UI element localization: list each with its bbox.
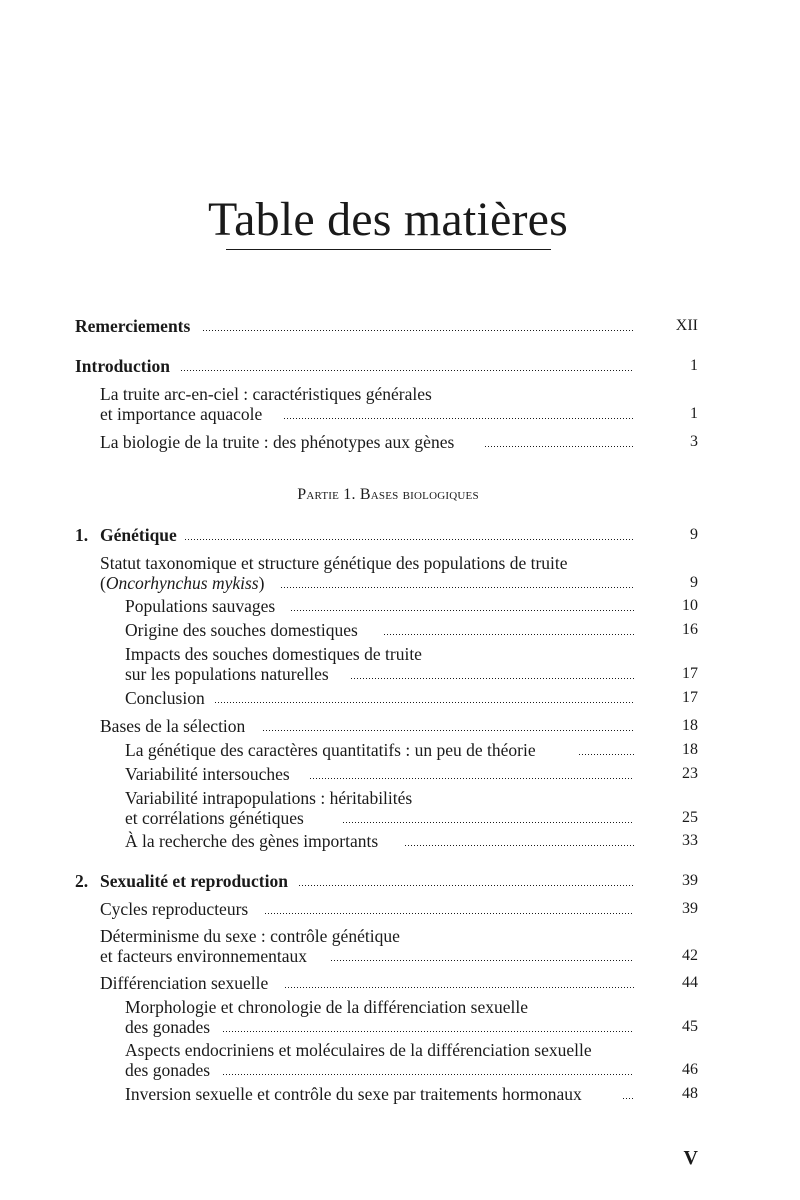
toc-label: Impacts des souches domestiques de truite [125, 644, 422, 664]
toc-entry-determinisme-sexe[interactable] [0, 926, 800, 966]
toc-page-number: 17 [682, 689, 698, 706]
toc-label: Variabilité intersouches [125, 764, 290, 784]
dot-leader [342, 808, 634, 828]
toc-label: Origine des souches domestiques [125, 620, 358, 640]
toc-entry-recherche-genes[interactable] [0, 831, 800, 851]
dot-leader [484, 432, 634, 452]
toc-entry-chapter-1[interactable] [0, 525, 800, 545]
toc-entry-chapter-2[interactable] [0, 871, 800, 891]
toc-page-number: 39 [682, 872, 698, 889]
toc-page-number: 48 [682, 1085, 698, 1102]
close-parenthesis: ) [258, 573, 265, 593]
dot-leader [330, 946, 634, 966]
toc-entry-introduction[interactable] [0, 356, 800, 376]
toc-page-number: 46 [682, 1061, 698, 1078]
dot-leader [622, 1084, 634, 1104]
toc-page-number: 42 [682, 947, 698, 964]
toc-label-continued: et facteurs environnementaux [100, 946, 307, 966]
dot-leader [283, 404, 634, 424]
toc-page-number: 16 [682, 621, 698, 638]
toc-label-continued [100, 573, 264, 593]
toc-entry-cycles-reproducteurs[interactable] [0, 899, 800, 919]
toc-page-number: 33 [682, 832, 698, 849]
toc-page-number: 1 [690, 405, 698, 422]
toc-entry-statut-taxonomique[interactable] [0, 553, 800, 593]
toc-label: Introduction [75, 356, 170, 376]
toc-label-continued: des gonades [125, 1017, 211, 1037]
toc-page-number: XII [675, 317, 698, 334]
dot-leader [298, 871, 634, 891]
toc-label: La biologie de la truite : des phénotypes aux gènes [100, 432, 455, 452]
toc-label: Populations sauvages [125, 596, 276, 616]
toc-label: La génétique des caractères quantitatifs : un peu de théorie [125, 740, 536, 760]
toc-label-continued: et importance aquacole [100, 404, 263, 424]
toc-label: Cycles reproducteurs [100, 899, 249, 919]
toc-page-number: 18 [682, 717, 698, 734]
toc-page-number: 23 [682, 765, 698, 782]
toc-label: Statut taxonomique et structure génétique des populations de truite [100, 553, 568, 573]
toc-label-continued: sur les populations naturelles [125, 664, 329, 684]
toc-entry-origine-souches[interactable] [0, 620, 800, 640]
dot-leader [202, 316, 634, 336]
toc-page-number: 39 [682, 900, 698, 917]
toc-entry-conclusion[interactable] [0, 688, 800, 708]
toc-page-number: 18 [682, 741, 698, 758]
toc-entry-variabilite-intersouches[interactable] [0, 764, 800, 784]
toc-label: À la recherche des gènes importants [125, 831, 379, 851]
toc-label: La truite arc-en-ciel : caractéristiques générales [100, 384, 432, 404]
toc-entry-differenciation-sexuelle[interactable] [0, 973, 800, 993]
dot-leader [309, 764, 634, 784]
toc-page-number: 3 [690, 433, 698, 450]
dot-leader [350, 664, 634, 684]
toc-entry-biologie-truite[interactable] [0, 432, 800, 452]
dot-leader [262, 716, 634, 736]
toc-entry-morphologie-chronologie[interactable] [0, 997, 800, 1037]
toc-label: Remerciements [75, 316, 191, 336]
toc-label: Inversion sexuelle et contrôle du sexe par traitements hormonaux [125, 1084, 582, 1104]
dot-leader [404, 831, 634, 851]
toc-entry-bases-selection[interactable] [0, 716, 800, 736]
toc-page-number: 44 [682, 974, 698, 991]
toc-label: Conclusion [125, 688, 205, 708]
dot-leader [284, 973, 634, 993]
toc-page-number: 9 [690, 526, 698, 543]
toc-label: Morphologie et chronologie de la différenciation sexuelle [125, 997, 529, 1017]
toc-label: Différenciation sexuelle [100, 973, 269, 993]
toc-entry-genetique-caracteres[interactable] [0, 740, 800, 760]
toc-label: Bases de la sélection [100, 716, 246, 736]
toc-label: Sexualité et reproduction [100, 871, 288, 891]
dot-leader [264, 899, 634, 919]
dot-leader [280, 573, 634, 593]
toc-label: Variabilité intrapopulations : héritabilités [125, 788, 413, 808]
toc-entry-remerciements[interactable] [0, 316, 800, 336]
toc-page-number: 17 [682, 665, 698, 682]
toc-label-continued: des gonades [125, 1060, 211, 1080]
title-underline [226, 249, 551, 250]
dot-leader [214, 688, 634, 708]
chapter-number: 2. [75, 871, 89, 891]
toc-entry-truite-arc-en-ciel[interactable] [0, 384, 800, 424]
toc-label: Déterminisme du sexe : contrôle génétique [100, 926, 400, 946]
toc-entry-variabilite-intrapopulations[interactable] [0, 788, 800, 828]
toc-entry-populations-sauvages[interactable] [0, 596, 800, 616]
dot-leader [184, 525, 634, 545]
part-heading: Partie 1. Bases biologiques [297, 486, 479, 503]
toc-page-number: 25 [682, 809, 698, 826]
species-name: Oncorhynchus mykiss [105, 573, 259, 593]
page-title: Table des matières [207, 193, 569, 246]
page-folio: V [683, 1147, 698, 1169]
toc-page-number: 1 [690, 357, 698, 374]
toc-page-number: 9 [690, 574, 698, 591]
toc-entry-aspects-endocriniens[interactable] [0, 1040, 800, 1080]
dot-leader [180, 356, 634, 376]
toc-label: Aspects endocriniens et moléculaires de la différenciation sexuelle [125, 1040, 592, 1060]
toc-page-number: 45 [682, 1018, 698, 1035]
toc-label-continued: et corrélations génétiques [125, 808, 304, 828]
dot-leader [222, 1060, 634, 1080]
toc-page-number: 10 [682, 597, 698, 614]
toc-entry-impacts-souches[interactable] [0, 644, 800, 684]
dot-leader [383, 620, 634, 640]
open-parenthesis: ( [100, 573, 106, 593]
toc-label: Génétique [100, 525, 177, 545]
dot-leader [222, 1017, 634, 1037]
dot-leader [578, 740, 634, 760]
toc-entry-inversion-sexuelle[interactable] [0, 1084, 800, 1104]
chapter-number: 1. [75, 525, 89, 545]
dot-leader [290, 596, 634, 616]
